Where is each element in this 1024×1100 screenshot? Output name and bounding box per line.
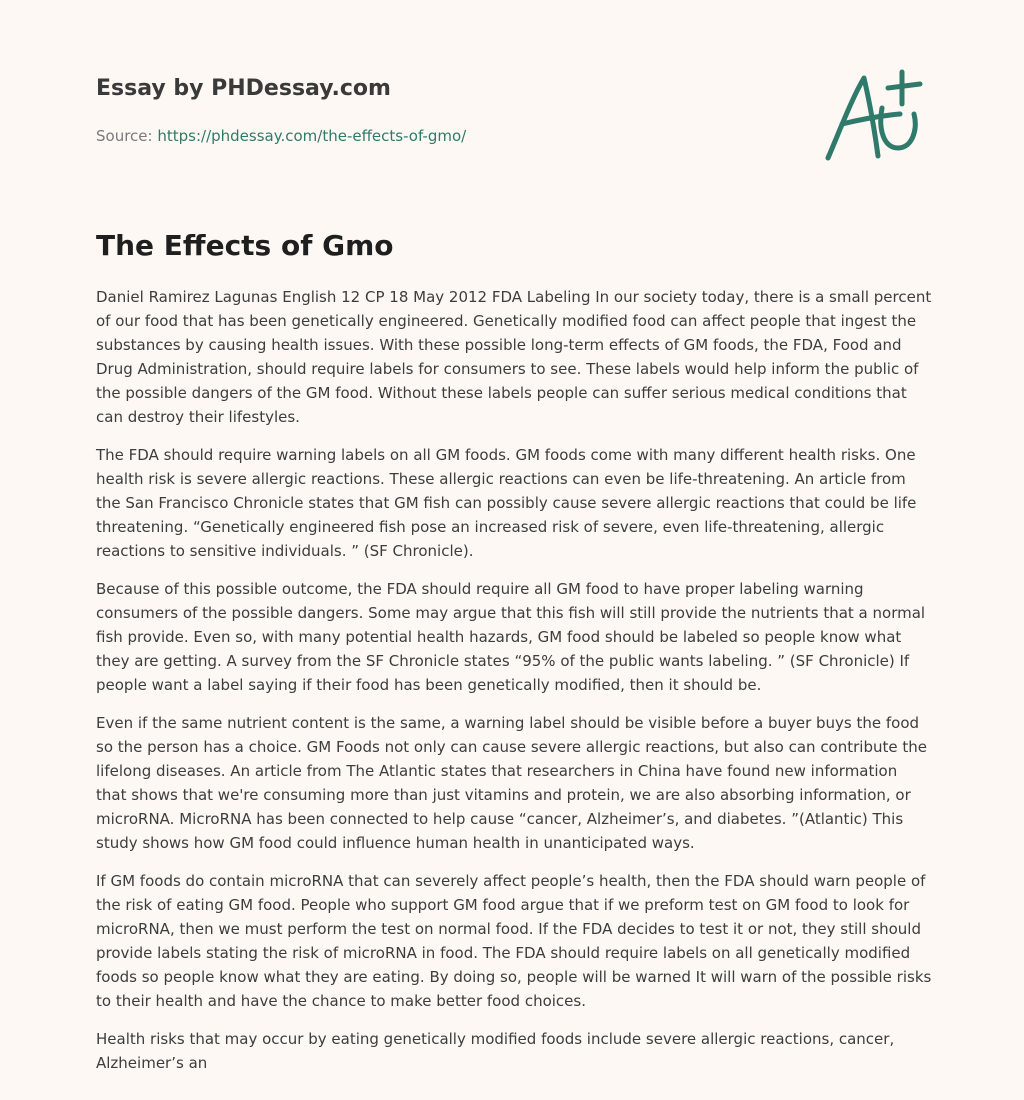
essay-paragraph: Health risks that may occur by eating genetically modified foods include severe allergic reactions, cancer, Alzheimer’s an xyxy=(96,1030,895,1072)
source-link[interactable]: https://phdessay.com/the-effects-of-gmo/ xyxy=(157,127,467,145)
essay-paragraph: The FDA should require warning labels on all GM foods. GM foods come with many different health risks. One health risk is severe allergic reactions. These allergic reactions can even be life-threatening. An article from the San Francisco Chronicle states that GM fish can possibly cause severe allergic reactions that could be life threatening. “Genetically engineered fish pose an increased risk of severe, even life-threatening, allergic reactions to sensitive individuals. ” (SF Chronicle). xyxy=(96,446,917,560)
essay-paragraph: Because of this possible outcome, the FDA should require all GM food to have proper labeling warning consumers of the possible dangers. Some may argue that this fish will still provide the nutrients that a normal fish provide. Even so, with many potential health hazards, GM food should be labeled so people know what they are getting. A survey from the SF Chronicle states “95% of the public wants labeling. ” (SF Chronicle) If people want a label saying if their food has been genetically modified, then it should be. xyxy=(96,580,926,694)
site-brand: Essay by PHDessay.com xyxy=(96,76,391,101)
page-header xyxy=(96,74,928,146)
essay-paragraph: Even if the same nutrient content is the same, a warning label should be visible before a buyer buys the food so the person has a choice. GM Foods not only can cause severe allergic reactions, but also can contribute the lifelong diseases. An article from The Atlantic states that researchers in China have found new information that shows that we're consuming more than just vitamins and protein, we are also absorbing information, or microRNA. MicroRNA has been connected to help cause “cancer, Alzheimer’s, and diabetes. ”(Atlantic) This study shows how GM food could influence human health in unanticipated ways. xyxy=(96,714,927,852)
source-line xyxy=(96,126,928,146)
a-plus-grade-icon xyxy=(822,68,928,164)
essay-title: The Effects of Gmo xyxy=(96,229,394,262)
essay-body xyxy=(96,285,932,1089)
essay-paragraph: Daniel Ramirez Lagunas English 12 CP 18 May 2012 FDA Labeling In our society today, there is a small percent of our food that has been genetically engineered. Genetically modified food can affect people that ingest the substances by causing health issues. With these possible long-term effects of GM foods, the FDA, Food and Drug Administration, should require labels for consumers to see. These labels would help inform the public of the possible dangers of the GM food. Without these labels people can suffer serious medical conditions that can destroy their lifestyles. xyxy=(96,288,932,426)
essay-paragraph: If GM foods do contain microRNA that can severely affect people’s health, then the FDA should warn people of the risk of eating GM food. People who support GM food argue that if we preform test on GM food to look for microRNA, then we must perform the test on normal food. If the FDA decides to test it or not, they still should provide labels stating the risk of microRNA in food. The FDA should require labels on all genetically modified foods so people know what they are eating. By doing so, people will be warned It will warn of the possible risks to their health and have the chance to make better food choices. xyxy=(96,872,932,1010)
source-label: Source: xyxy=(96,127,153,145)
